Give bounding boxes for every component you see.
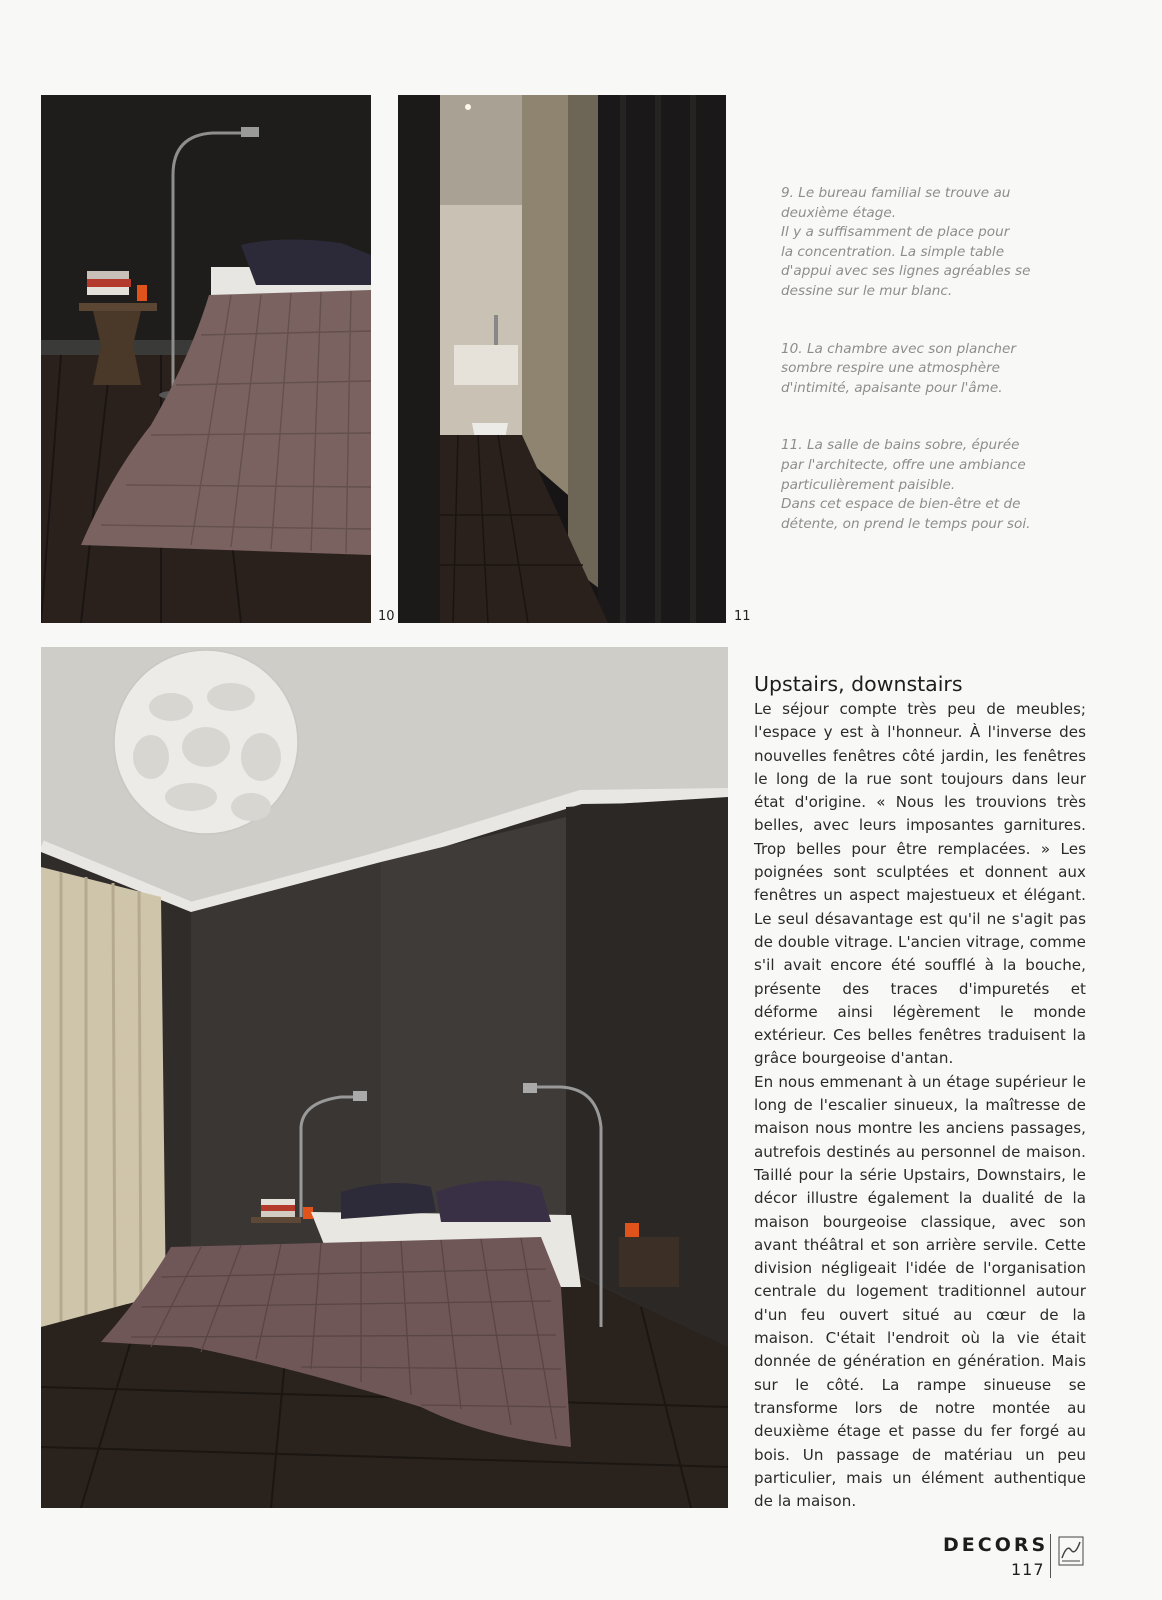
publisher-logo-icon: [1058, 1536, 1084, 1566]
footer-divider: [1050, 1534, 1051, 1578]
photo-bedroom-wide: [41, 647, 728, 1508]
caption-9: 9. Le bureau familial se trouve au deuxième étage. Il y a suffisamment de place pour la concentration. La simple table d'appui avec ses lignes agréables se dessine sur le mur blanc.: [781, 185, 1031, 299]
photo-bathroom-corridor: [398, 95, 726, 623]
article-body: [754, 698, 1086, 1513]
photo-bedroom-closeup-image: [41, 95, 371, 623]
photo-bedroom-closeup: [41, 95, 371, 623]
figure-number-11: 11: [734, 609, 751, 624]
photo-captions: [781, 184, 1081, 572]
figure-number-10: 10: [378, 609, 395, 624]
photo-bathroom-corridor-image: [398, 95, 726, 623]
caption-11: 11. La salle de bains sobre, épurée par l'architecte, offre une ambiance particulièrement paisible. Dans cet espace de bien-être et de détente, on prend le temps pour soi.: [781, 437, 1031, 532]
article-heading: Upstairs, downstairs: [754, 672, 963, 696]
article: [754, 670, 1086, 1513]
magazine-brand: DECORS: [943, 1534, 1049, 1556]
photo-bedroom-wide-image: [41, 647, 728, 1508]
article-paragraph: Le séjour compte très peu de meubles; l'espace y est à l'honneur. À l'inverse des nouvelles fenêtres côté jardin, les fenêtres le long de la rue sont toujours dans leur état d'origine. « Nous les trouvions très belles, avec leurs imposantes garnitures. Trop belles pour être remplacées. » Les poignées sont sculptées et donnent aux fenêtres un aspect majestueux et élégant. Le seul désavantage est qu'il ne s'agit pas de double vitrage. L'ancien vitrage, comme s'il avait encore été soufflé à la bouche, présente des traces d'impuretés et déforme ainsi légèrement le monde extérieur. Ces belles fenêtres traduisent la grâce bourgeoise d'antan.: [754, 700, 1086, 1068]
page-number: 117: [1011, 1560, 1045, 1579]
caption-10: 10. La chambre avec son plancher sombre respire une atmosphère d'intimité, apaisante pour l'âme.: [781, 340, 1016, 396]
article-paragraph: En nous emmenant à un étage supérieur le long de l'escalier sinueux, la maîtresse de maison nous montre les anciens passages, autrefois destinés au personnel de maison. Taillé pour la série Upstairs, Downstairs, le décor illustre également la dualité de la maison bourgeoise classique, avec son avant théâtral et son arrière servile. Cette division négligeait l'idée de l'organisation centrale du logement traditionnel autour d'un feu ouvert situé au cœur de la maison. C'était l'endroit où la vie était donnée de génération en génération. Mais sur le côté. La rampe sinueuse se transforme lors de notre montée au deuxième étage et passe du fer forgé au bois. Un passage de matériau un peu particulier, mais un élément authentique de la maison.: [754, 1072, 1086, 1511]
